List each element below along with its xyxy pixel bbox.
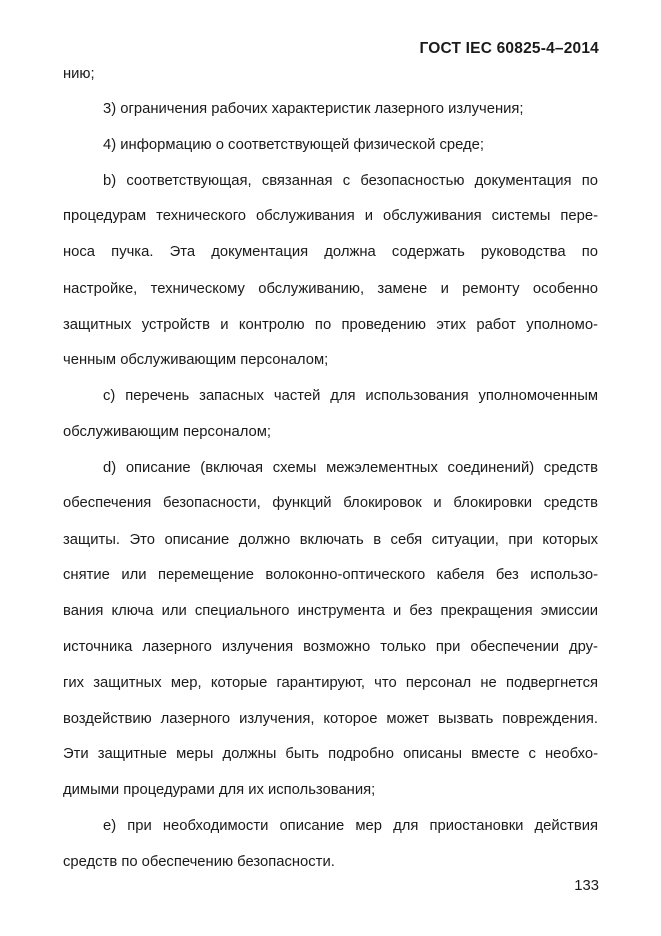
text-line: обеспечения безопасности, функций блокировок и блокировки средств — [63, 495, 598, 511]
page-number: 133 — [574, 878, 599, 894]
text-line: защитных устройств и контролю по проведению этих работ уполномо- — [63, 317, 598, 333]
text-line: процедурам технического обслуживания и обслуживания системы пере- — [63, 208, 598, 224]
text-line: защиты. Это описание должно включать в себя ситуации, при которых — [63, 532, 598, 548]
list-item-c: c) перечень запасных частей для использования уполномоченным — [103, 388, 598, 404]
text-line: обслуживающим персоналом; — [63, 424, 272, 440]
text-line: димыми процедурами для их использования; — [63, 782, 376, 798]
text-line: средств по обеспечению безопасности. — [63, 854, 335, 870]
list-item-3: 3) ограничения рабочих характеристик лазерного излучения; — [103, 101, 524, 117]
text-line: вания ключа или специального инструмента и без прекращения эмиссии — [63, 603, 598, 619]
text-line: носа пучка. Эта документация должна содержать руководства по — [63, 244, 598, 260]
document-header: ГОСТ IEC 60825-4–2014 — [419, 40, 599, 57]
text-line: настройке, техническому обслуживанию, замене и ремонту особенно — [63, 281, 598, 297]
text-line: ченным обслуживающим персоналом; — [63, 352, 329, 368]
list-item-4: 4) информацию о соответствующей физической среде; — [103, 137, 484, 153]
text-line: воздействию лазерного излучения, которое может вызвать повреждения. — [63, 711, 598, 727]
list-item-b: b) соответствующая, связанная с безопасностью документация по — [103, 173, 598, 189]
text-line: снятие или перемещение волоконно-оптического кабеля без использо- — [63, 567, 598, 583]
text-line: источника лазерного излучения возможно только при обеспечении дру- — [63, 639, 598, 655]
text-line: нию; — [63, 66, 95, 82]
text-line: гих защитных мер, которые гарантируют, что персонал не подвергнется — [63, 675, 598, 691]
list-item-e: e) при необходимости описание мер для приостановки действия — [103, 818, 598, 834]
list-item-d: d) описание (включая схемы межэлементных соединений) средств — [103, 460, 598, 476]
text-line: Эти защитные меры должны быть подробно описаны вместе с необхо- — [63, 746, 598, 762]
